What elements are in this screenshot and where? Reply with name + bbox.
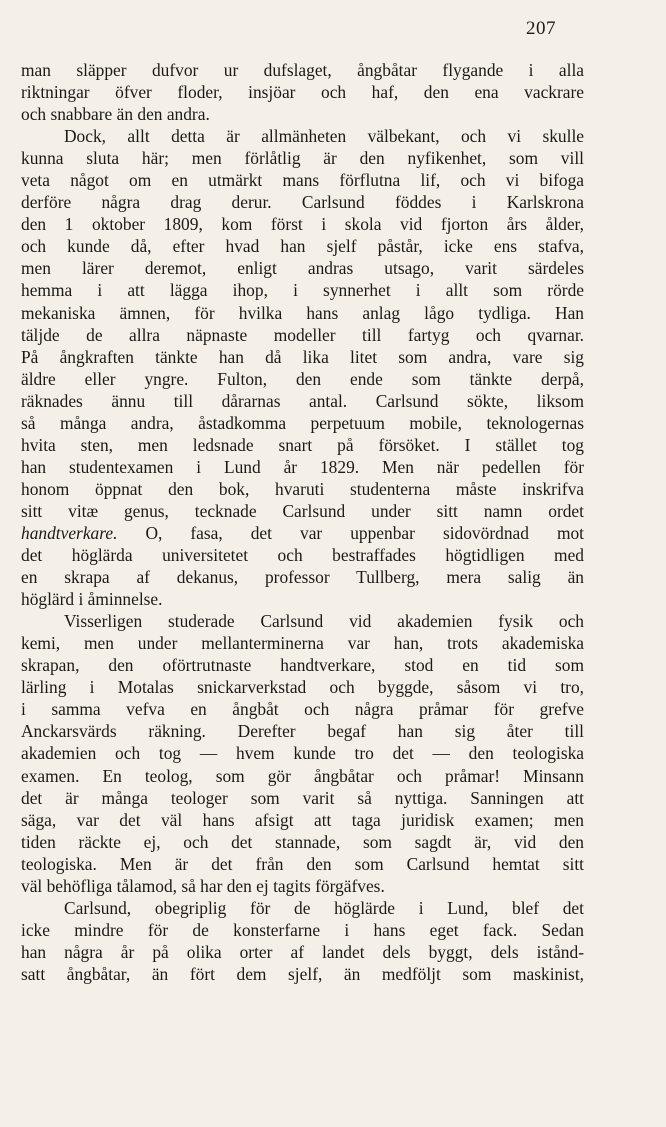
text-line: hvita sten, men ledsnade snart på försöket. I stället tog bbox=[21, 434, 584, 455]
text-line: så många andra, åstadkomma perpetuum mobile, teknologernas bbox=[21, 412, 584, 433]
text-line: räknades ännu till dårarnas antal. Carlsund sökte, liksom bbox=[21, 390, 584, 411]
text-line: teologiska. Men är det från den som Carlsund hemtat sitt bbox=[21, 853, 584, 874]
text-line: äldre eller yngre. Fulton, den ende som tänkte derpå, bbox=[21, 368, 584, 389]
text-line: och snabbare än den andra. bbox=[21, 104, 210, 125]
text-line: skrapan, den oförtrutnaste handtverkare, stod en tid som bbox=[21, 655, 584, 676]
text-line: På ångkraften tänkte han då lika litet som andra, vare sig bbox=[21, 346, 584, 367]
text-line: lärling i Motalas snickarverkstad och byggde, såsom vi tro, bbox=[21, 677, 584, 698]
text-line: höglärd i åminnelse. bbox=[21, 589, 163, 610]
text-line: icke mindre för de konsterfarne i hans eget fack. Sedan bbox=[21, 919, 584, 940]
text-line: satt ångbåtar, än fört dem sjelf, än medföljt som maskinist, bbox=[21, 963, 584, 984]
line-text: O, fasa, det var uppenbar sidovördnad mot bbox=[117, 522, 584, 543]
text-line: Anckarsvärds räkning. Derefter begaf han sig åter till bbox=[21, 721, 584, 742]
text-line: säga, var det väl hans afsigt att taga juridisk examen; men bbox=[21, 809, 584, 830]
text-line: hemma i att lägga ihop, i synnerhet i allt som rörde bbox=[21, 280, 584, 301]
text-line: väl behöfliga tålamod, så har den ej tagits förgäfves. bbox=[21, 875, 385, 896]
page-number: 207 bbox=[526, 18, 556, 39]
text-line: täljde de allra näpnaste modeller till fartyg och qvarnar. bbox=[21, 324, 584, 345]
text-line: Carlsund, obegriplig för de höglärde i Lund, blef det bbox=[64, 897, 584, 918]
text-line bbox=[21, 522, 584, 544]
text-line: den 1 oktober 1809, kom först i skola vid fjorton års ålder, bbox=[21, 214, 584, 235]
text-line: akademien och tog — hvem kunde tro det — den teologiska bbox=[21, 743, 584, 764]
text-line: honom öppnat den bok, hvaruti studenterna måste inskrifva bbox=[21, 478, 584, 499]
italic-word: handtverkare. bbox=[21, 522, 118, 543]
text-line: tiden räckte ej, och det stannade, som sagdt är, vid den bbox=[21, 831, 584, 852]
text-line: och kunde då, efter hvad han sjelf påstår, icke ens stafva, bbox=[21, 236, 584, 257]
text-line: i samma vefva en ångbåt och några pråmar för grefve bbox=[21, 699, 584, 720]
body-text bbox=[21, 59, 584, 985]
text-line: man släpper dufvor ur dufslaget, ångbåtar flygande i alla bbox=[21, 60, 584, 80]
text-line: kemi, men under mellanterminerna var han, trots akademiska bbox=[21, 633, 584, 654]
text-line: sitt vitæ genus, tecknade Carlsund under sitt namn ordet bbox=[21, 500, 584, 521]
text-line: men lärer deremot, enligt andras utsago, varit särdeles bbox=[21, 258, 584, 279]
text-line: han studentexamen i Lund år 1829. Men när pedellen för bbox=[21, 456, 584, 477]
text-line: derföre några drag derur. Carlsund föddes i Karlskrona bbox=[21, 192, 584, 213]
text-line: mekaniska ämnen, för hvilka hans anlag lågo tydliga. Han bbox=[21, 302, 584, 323]
text-line: Visserligen studerade Carlsund vid akademien fysik och bbox=[64, 611, 584, 632]
text-line: examen. En teolog, som gör ångbåtar och pråmar! Minsann bbox=[21, 765, 584, 786]
text-line: Dock, allt detta är allmänheten välbekant, och vi skulle bbox=[64, 126, 584, 147]
text-line: kunna sluta här; men förlåtlig är den nyfikenhet, som vill bbox=[21, 148, 584, 169]
text-line: veta något om en utmärkt mans förflutna lif, och vi bifoga bbox=[21, 170, 584, 191]
text-line: han några år på olika orter af landet dels byggt, dels istånd- bbox=[21, 941, 584, 962]
text-line: det höglärda universitetet och bestraffades högtidligen med bbox=[21, 545, 584, 566]
text-line: det är många teologer som varit så nyttiga. Sanningen att bbox=[21, 787, 584, 808]
text-line: en skrapa af dekanus, professor Tullberg, mera salig än bbox=[21, 567, 584, 588]
text-line: riktningar öfver floder, insjöar och haf, den ena vackrare bbox=[21, 82, 584, 103]
